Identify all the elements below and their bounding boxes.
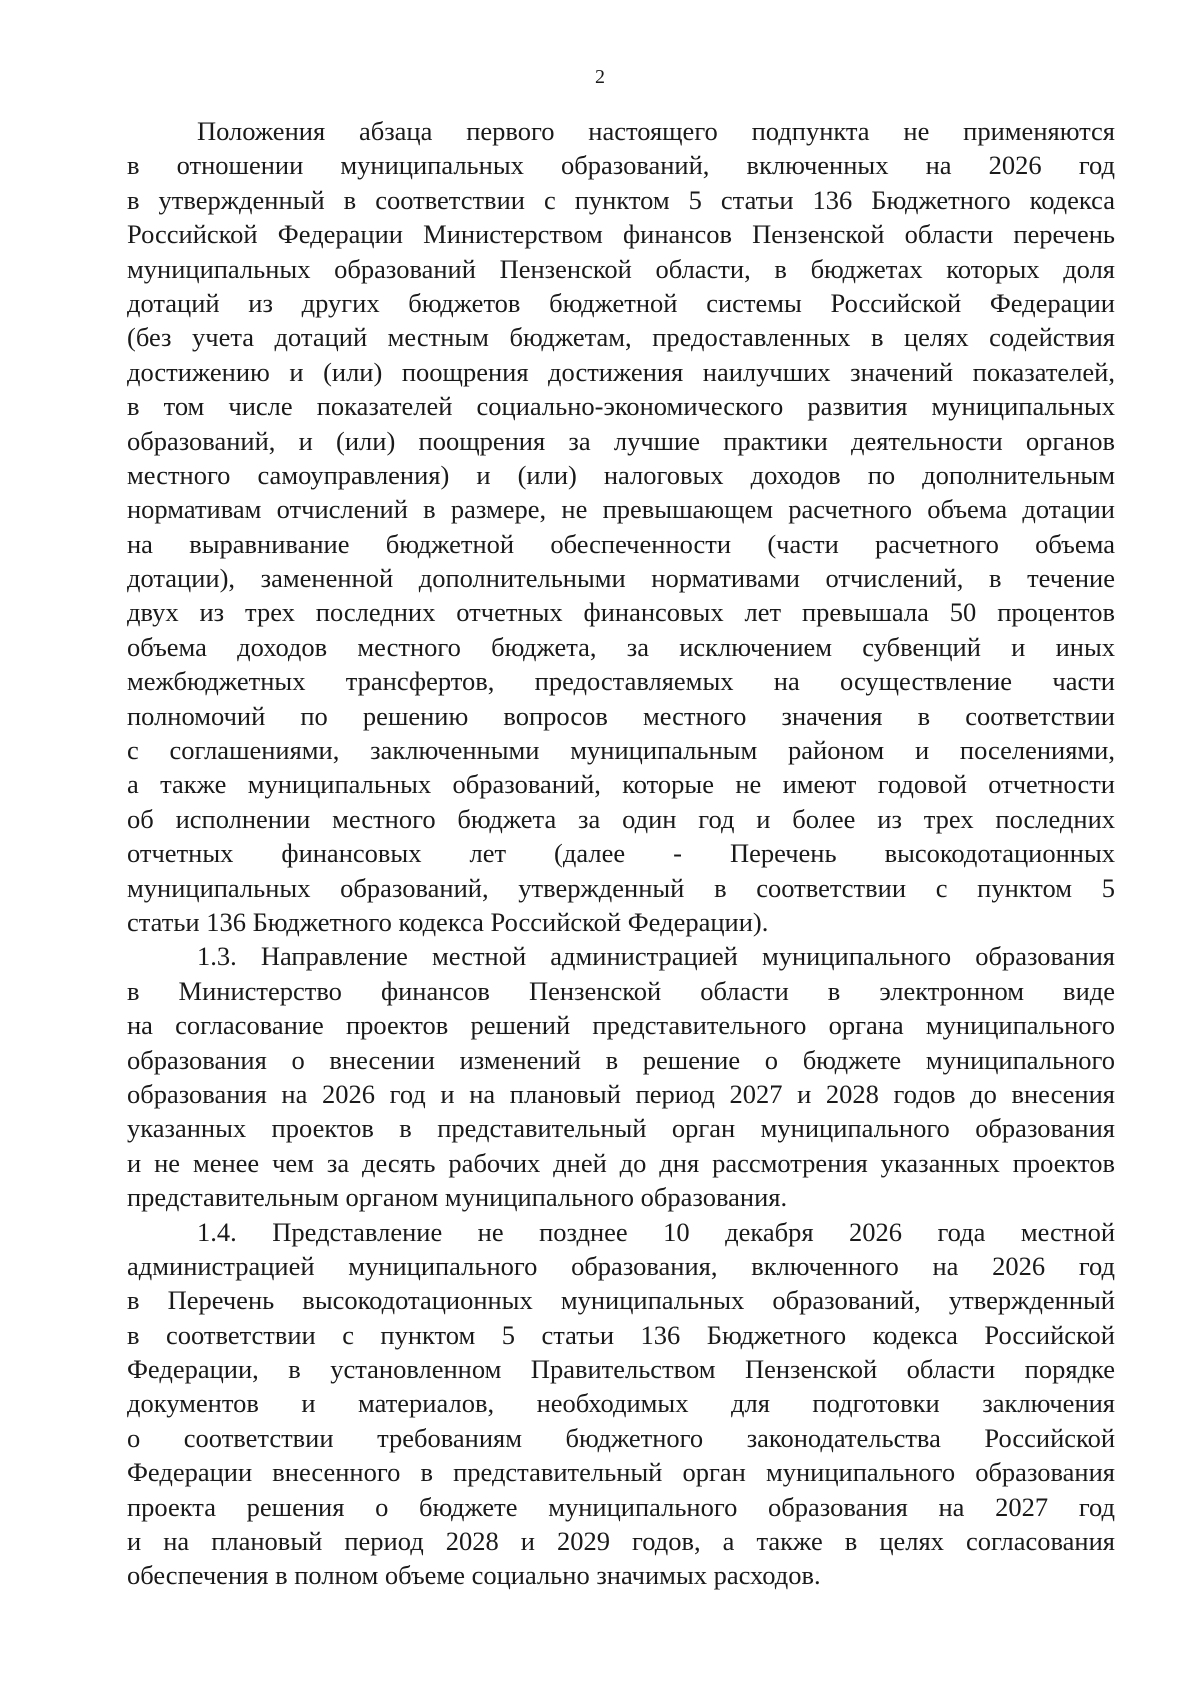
text-line: проекта решения о бюджете муниципального образования на 2027 год [127,1491,1115,1522]
text-line: документов и материалов, необходимых для подготовки заключения [127,1388,1115,1419]
text-line: об исполнении местного бюджета за один год и более из трех последних [127,803,1115,834]
text-line: местного самоуправления) и (или) налоговых доходов по дополнительным [127,459,1115,490]
text-line: в утвержденный в соответствии с пунктом 5 статьи 136 Бюджетного кодекса [127,184,1115,215]
text-line: на согласование проектов решений представительного органа муниципального [127,1010,1115,1041]
text-line: статьи 136 Бюджетного кодекса Российской Федерации). [127,906,769,937]
text-line: образования о внесении изменений в решение о бюджете муниципального [127,1044,1115,1075]
text-line: администрацией муниципального образования, включенного на 2026 год [127,1250,1115,1281]
text-line: достижению и (или) поощрения достижения наилучших значений показателей, [127,356,1115,387]
text-line: (без учета дотаций местным бюджетам, предоставленных в целях содействия [127,322,1115,353]
text-line: и на плановый период 2028 и 2029 годов, а также в целях согласования [127,1526,1115,1557]
text-line: и не менее чем за десять рабочих дней до дня рассмотрения указанных проектов [127,1147,1115,1178]
paragraph-item-1-3 [127,939,1115,1214]
text-line: образований, и (или) поощрения за лучшие практики деятельности органов [127,425,1115,456]
text-line: нормативам отчислений в размере, не превышающем расчетного объема дотации [127,494,1115,525]
text-line: Федерации, в установленном Правительством Пензенской области порядке [127,1354,1115,1385]
text-line: 1.3. Направление местной администрацией муниципального образования [197,941,1115,972]
text-line: муниципальных образований, утвержденный в соответствии с пунктом 5 [127,872,1115,903]
text-line: двух из трех последних отчетных финансовых лет превышала 50 процентов [127,597,1115,628]
paragraph-item-1-4 [127,1215,1115,1593]
text-line: в Министерство финансов Пензенской области в электронном виде [127,975,1115,1006]
text-line: образования на 2026 год и на плановый период 2027 и 2028 годов до внесения [127,1078,1115,1109]
text-line: 1.4. Представление не позднее 10 декабря 2026 года местной [197,1216,1115,1247]
text-line: объема доходов местного бюджета, за исключением субвенций и иных [127,631,1115,662]
text-line: обеспечения в полном объеме социально значимых расходов. [127,1560,821,1591]
text-line: межбюджетных трансфертов, предоставляемых на осуществление части [127,666,1115,697]
text-line: муниципальных образований Пензенской области, в бюджетах которых доля [127,253,1115,284]
text-line: в Перечень высокодотационных муниципальных образований, утвержденный [127,1285,1115,1316]
text-line: Положения абзаца первого настоящего подпункта не применяются [197,116,1115,146]
text-line: Федерации внесенного в представительный орган муниципального образования [127,1457,1115,1488]
text-line: полномочий по решению вопросов местного значения в соответствии [127,700,1115,731]
text-line: представительным органом муниципального образования. [127,1182,788,1213]
text-line: в соответствии с пунктом 5 статьи 136 Бюджетного кодекса Российской [127,1319,1115,1350]
text-line: в том числе показателей социально-экономического развития муниципальных [127,391,1115,422]
text-line: Российской Федерации Министерством финансов Пензенской области перечень [127,219,1115,250]
paragraph-continuation [127,114,1115,939]
page-number: 2 [595,66,605,88]
text-line: а также муниципальных образований, которые не имеют годовой отчетности [127,769,1115,800]
text-line: дотаций из других бюджетов бюджетной системы Российской Федерации [127,287,1115,318]
text-line: отчетных финансовых лет (далее - Перечень высокодотационных [127,838,1115,869]
text-line: о соответствии требованиям бюджетного законодательства Российской [127,1422,1115,1453]
text-line: в отношении муниципальных образований, включенных на 2026 год [127,150,1115,181]
text-line: дотации), замененной дополнительными нормативами отчислений, в течение [127,563,1115,594]
text-line: с соглашениями, заключенными муниципальным районом и поселениями, [127,735,1115,766]
text-line: указанных проектов в представительный орган муниципального образования [127,1113,1115,1144]
text-line: на выравнивание бюджетной обеспеченности (части расчетного объема [127,528,1115,559]
document-body [127,114,1115,1593]
